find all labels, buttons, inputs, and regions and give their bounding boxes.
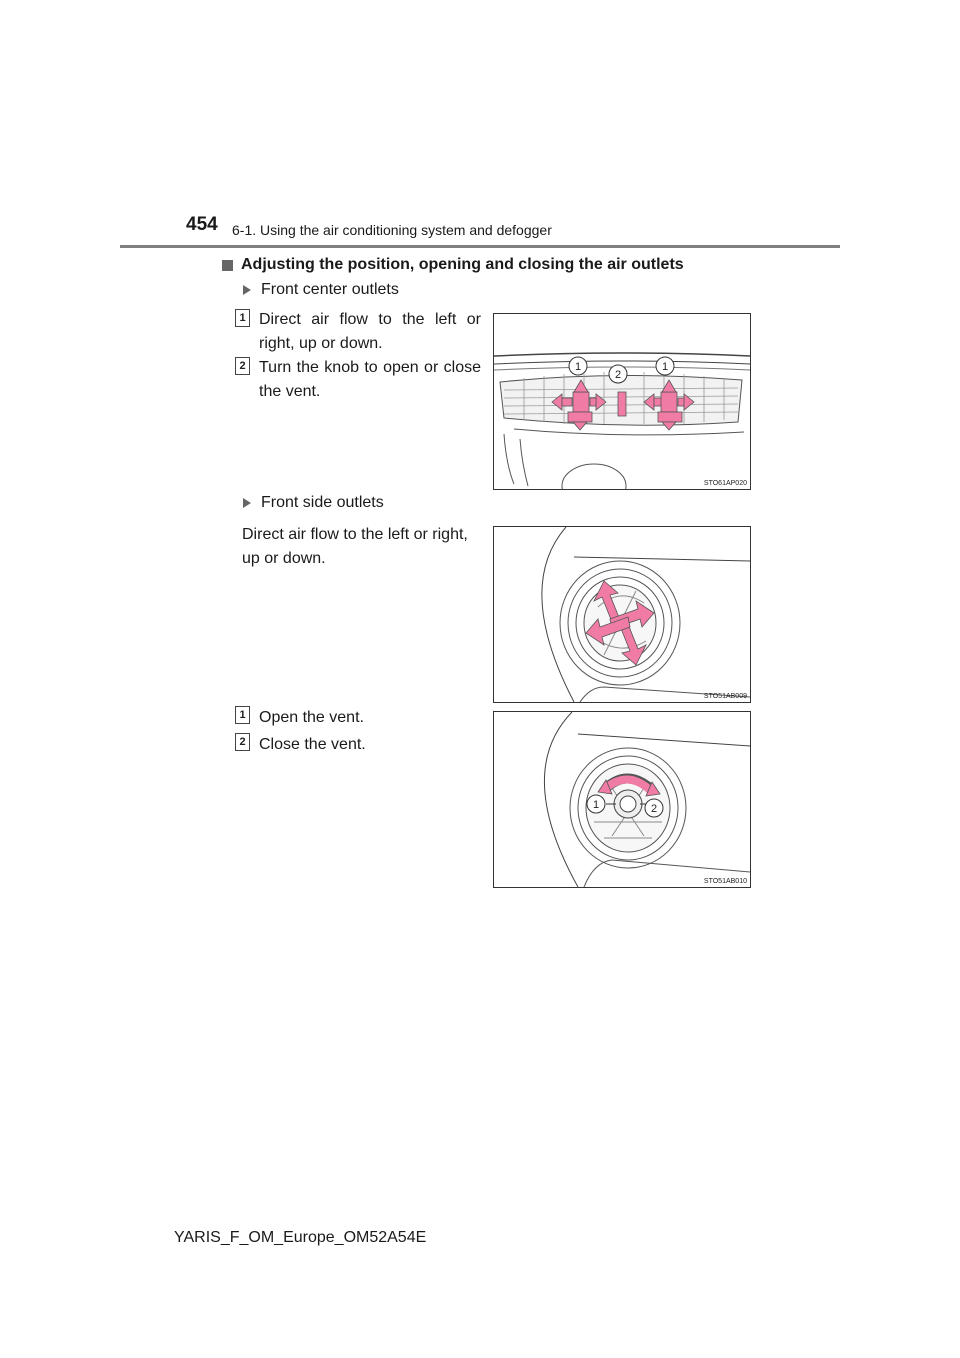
- step-text: Direct air flow to the left or right, up or down.: [259, 311, 481, 352]
- figure-code: STO51AB010: [703, 878, 747, 885]
- heading-text: Adjusting the position, opening and closing the air outlets: [241, 256, 684, 273]
- side-vent-illustration: [494, 527, 750, 702]
- section-heading: [222, 256, 684, 274]
- callout-2: 2: [650, 803, 658, 815]
- header-rule: [120, 245, 840, 248]
- figure-side-outlets: [493, 526, 751, 703]
- callout-1: 1: [592, 799, 600, 811]
- figure-open-close: [493, 711, 751, 888]
- callout-1: 1: [661, 361, 669, 373]
- step-text: Open the vent.: [259, 709, 364, 726]
- triangle-bullet-icon: [243, 285, 251, 295]
- subheading-text: Front center outlets: [261, 281, 399, 298]
- page-number: 454: [186, 214, 218, 235]
- step-text: Close the vent.: [259, 736, 366, 753]
- callout-2: 2: [614, 369, 622, 381]
- step-number-badge: 1: [235, 706, 250, 724]
- square-bullet-icon: [222, 260, 233, 271]
- step-text: Turn the knob to open or close the vent.: [259, 359, 481, 400]
- subheading-center: [243, 281, 399, 299]
- step-number-badge: 2: [235, 357, 250, 375]
- callout-1: 1: [574, 361, 582, 373]
- center-vent-illustration: [494, 314, 750, 489]
- footer-doc-id: YARIS_F_OM_Europe_OM52A54E: [174, 1229, 427, 1246]
- section-title: 6-1. Using the air conditioning system and defogger: [232, 222, 552, 238]
- subheading-side: [243, 494, 384, 512]
- figure-code: STO51AB009: [703, 693, 747, 700]
- triangle-bullet-icon: [243, 498, 251, 508]
- side-text: Direct air flow to the left or right, up or down.: [242, 526, 468, 567]
- step-number-badge: 1: [235, 309, 250, 327]
- subheading-text: Front side outlets: [261, 494, 384, 511]
- figure-center-outlets: [493, 313, 751, 490]
- figure-code: STO61AP020: [703, 480, 747, 487]
- step-number-badge: 2: [235, 733, 250, 751]
- knob-illustration: [494, 712, 750, 887]
